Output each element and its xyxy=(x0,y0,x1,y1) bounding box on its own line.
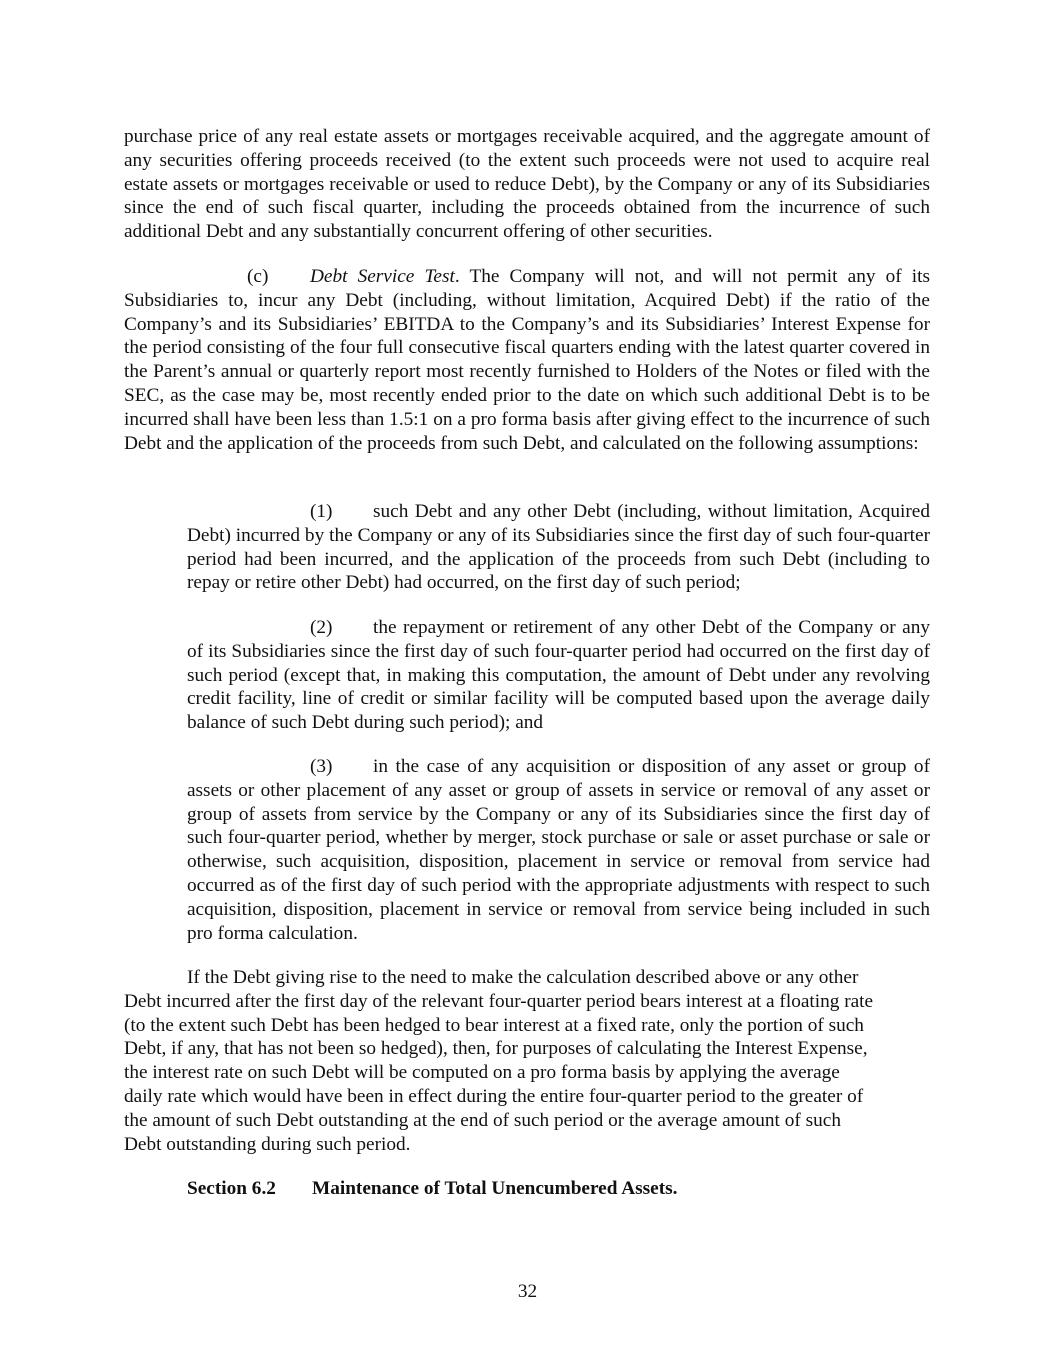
section-title: Maintenance of Total Unencumbered Assets. xyxy=(312,1178,678,1199)
list-item-label: (3) xyxy=(310,756,333,777)
section-c-body: . The Company will not, and will not permit any of its Subsidiaries to, incur any Debt (including, without limitation, Acquired Debt) if the ratio of the Company’s and its Subsidiaries’ EBITDA to the Company’s and its Subsidiaries’ Interest Expense for the period consisting of the four full consecutive fiscal quarters ending with the latest quarter covered in the Parent’s annual or quarterly report most recently furnished to Holders of the Notes or filed with the SEC, as the case may be, most recently ended prior to the date on which such additional Debt is to be incurred shall have been less than 1.5:1 on a pro forma basis after giving effect to the incurrence of such Debt and the application of the proceeds from such Debt, and calculated on the following assumptions: xyxy=(124,266,931,454)
section-c-paragraph xyxy=(124,265,930,455)
section-c-title: Debt Service Test xyxy=(310,266,455,287)
section-number: Section 6.2 xyxy=(187,1178,276,1199)
paragraph-line: Debt, if any, that has not been so hedged), then, for purposes of calculating the Interest Expense, xyxy=(124,1038,868,1060)
paragraph-line: Debt incurred after the first day of the relevant four-quarter period bears interest at a floating rate xyxy=(124,990,874,1012)
paragraph-line: If the Debt giving rise to the need to make the calculation described above or any other xyxy=(187,967,859,988)
list-item-text: in the case of any acquisition or disposition of any asset or group of assets or other placement of any asset or group of assets in service or removal of any asset or group of assets from service by the Company or any of its Subsidiaries since the first day of such four-quarter period, whether by merger, stock purchase or sale or asset purchase or sale or otherwise, such acquisition, disposition, placement in service or removal from service had occurred as of the first day of such period with the appropriate adjustments with respect to such acquisition, disposition, placement in service or removal from service being included in such pro forma calculation. xyxy=(187,756,930,944)
list-item xyxy=(187,616,930,735)
list-item-text: the repayment or retirement of any other Debt of the Company or any of its Subsidiaries since the first day of such four-quarter period had occurred on the first day of such period (except that, in making this computation, the amount of Debt under any revolving credit facility, line of credit or similar facility will be computed based upon the average daily balance of such Debt during such period); and xyxy=(187,617,930,734)
paragraph-line: Debt outstanding during such period. xyxy=(124,1133,411,1155)
list-item xyxy=(187,500,930,595)
list-item-label: (1) xyxy=(310,501,333,522)
page-number: 32 xyxy=(517,1281,538,1302)
list-item-text: such Debt and any other Debt (including, without limitation, Acquired Debt) incurred by the Company or any of its Subsidiaries since the first day of such four-quarter period had been incurred, and the application of the proceeds from such Debt (including to repay or retire other Debt) had occurred, on the first day of such period; xyxy=(187,501,930,594)
paragraph-line: the interest rate on such Debt will be computed on a pro forma basis by applying the average xyxy=(124,1062,840,1084)
section-c-label: (c) xyxy=(247,266,269,287)
paragraph-line: the amount of such Debt outstanding at the end of such period or the average amount of such xyxy=(124,1109,841,1131)
section-heading xyxy=(187,1177,930,1201)
list-item-label: (2) xyxy=(310,617,333,638)
paragraph-continuation: purchase price of any real estate assets or mortgages receivable acquired, and the aggregate amount of any securities offering proceeds received (to the extent such proceeds were not used to acquire real estate assets or mortgages receivable or used to reduce Debt), by the Company or any of its Subsidiaries since the end of such fiscal quarter, including the proceeds obtained from the incurrence of such additional Debt and any substantially concurrent offering of other securities. xyxy=(124,126,930,243)
list-item xyxy=(187,755,930,945)
paragraph-line: daily rate which would have been in effect during the entire four-quarter period to the greater of xyxy=(124,1085,864,1107)
floating-rate-paragraph xyxy=(124,966,930,1156)
paragraph-line: (to the extent such Debt has been hedged to bear interest at a fixed rate, only the portion of such xyxy=(124,1014,864,1036)
